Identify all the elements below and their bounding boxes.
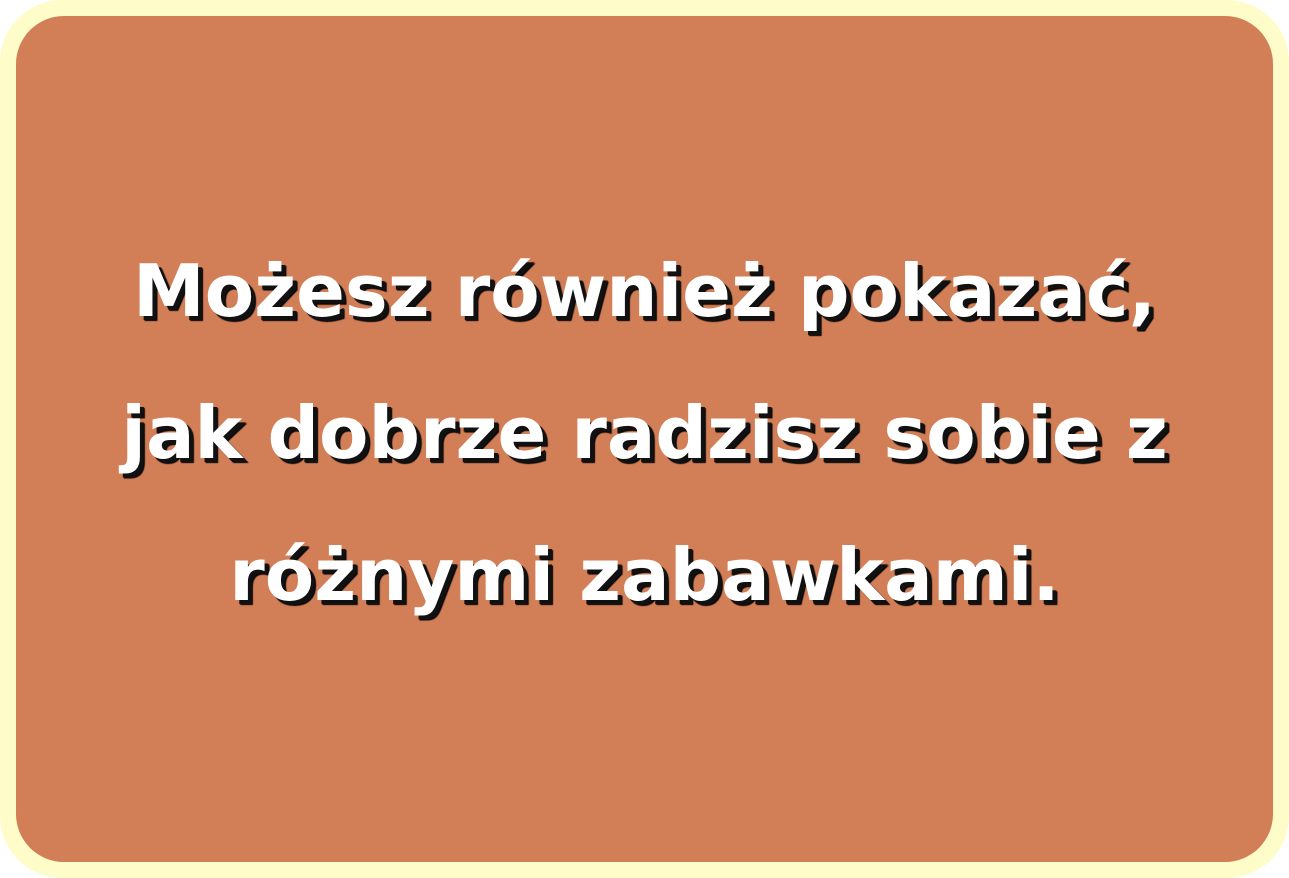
message-line-1: Możesz również pokazać, [133, 249, 1156, 333]
message-text [45, 220, 1245, 646]
message-line-2: jak dobrze radzisz sobie z [121, 391, 1168, 475]
message-line-3: różnymi zabawkami. [229, 533, 1060, 617]
message-card [16, 16, 1273, 862]
